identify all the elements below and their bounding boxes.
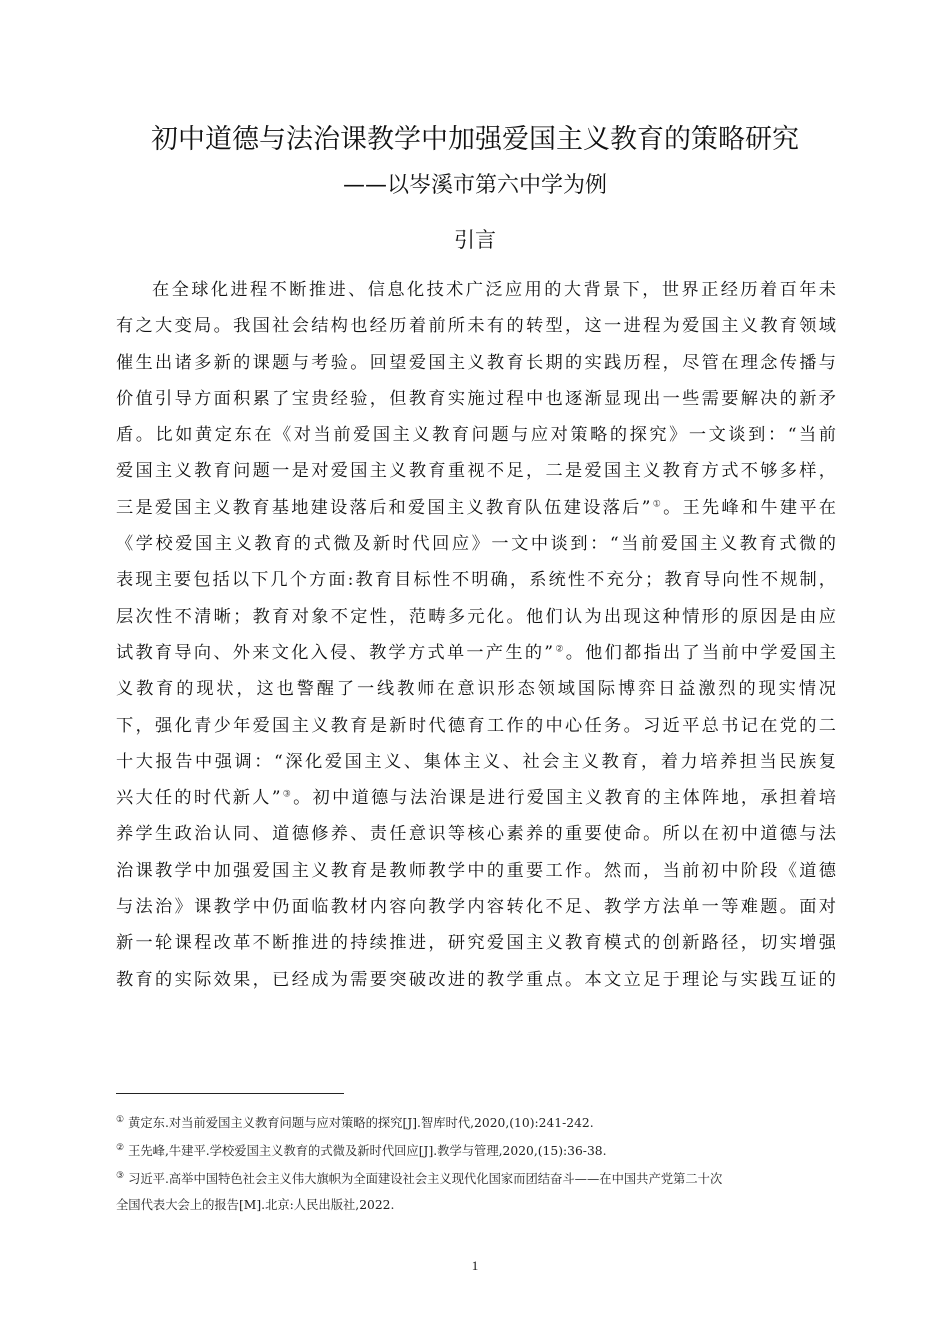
section-heading-introduction: 引言 bbox=[454, 228, 496, 252]
footnote-text: 王先峰,牛建平.学校爱国主义教育的式微及新时代回应[J].教学与管理,2020,(15):36-38. bbox=[128, 1144, 607, 1158]
footnote-line bbox=[116, 1110, 836, 1136]
body-line: 在全球化进程不断推进、信息化技术广泛应用的大背景下，世界正经历着百年未 bbox=[152, 280, 836, 300]
footnote-text: 习近平.高举中国特色社会主义伟大旗帜为全面建设社会主义现代化国家而团结奋斗——在中国共产党第二十次 bbox=[128, 1172, 723, 1186]
body-line: 新一轮课程改革不断推进的持续推进，研究爱国主义教育模式的创新路径，切实增强 bbox=[116, 933, 836, 954]
body-line: 与法治》课教学中仍面临教材内容向教学内容转化不足、教学方法单一等难题。面对 bbox=[116, 897, 836, 918]
footnote-text: 黄定东.对当前爱国主义教育问题与应对策略的探究[J].智库时代,2020,(10):241-242. bbox=[128, 1116, 594, 1130]
body-line: 价值引导方面积累了宝贵经验，但教育实施过程中也逐渐显现出一些需要解决的新矛 bbox=[116, 388, 836, 409]
footnote-separator bbox=[116, 1093, 344, 1094]
body-line: 表现主要包括以下几个方面:教育目标性不明确，系统性不充分；教育导向性不规制， bbox=[116, 570, 836, 591]
body-line bbox=[116, 780, 836, 816]
body-line: 养学生政治认同、道德修养、责任意识等核心素养的重要使命。所以在初中道德与法 bbox=[116, 824, 836, 845]
body-line: 十大报告中强调：“深化爱国主义、集体主义、社会主义教育，着力培养担当民族复 bbox=[116, 751, 836, 772]
body-line-text: 试教育导向、外来文化入侵、教学方式单一产生的” bbox=[116, 642, 554, 663]
footnotes bbox=[116, 1110, 836, 1220]
footnote-mark: ② bbox=[116, 1142, 125, 1153]
body-line: 《学校爱国主义教育的式微及新时代回应》一文中谈到：“当前爱国主义教育式微的 bbox=[116, 534, 836, 555]
body-line-text: 。他们都指出了当前中学爱国主 bbox=[565, 642, 836, 663]
page-number: 1 bbox=[471, 1258, 479, 1273]
body-line-text: 。初中道德与法治课是进行爱国主义教育的主体阵地，承担着培 bbox=[293, 788, 836, 809]
footnote-mark: ① bbox=[116, 1114, 125, 1125]
body-line: 义教育的现状，这也警醒了一线教师在意识形态领域国际博弈日益激烈的现实情况 bbox=[116, 679, 836, 700]
body-line: 治课教学中加强爱国主义教育是教师教学中的重要工作。然而，当前初中阶段《道德 bbox=[116, 860, 836, 881]
footnote-line bbox=[116, 1166, 836, 1192]
body-line: 催生出诸多新的课题与考验。回望爱国主义教育长期的实践历程，尽管在理念传播与 bbox=[116, 352, 836, 373]
footnote-ref-2[interactable]: ② bbox=[553, 644, 566, 655]
footnote-ref-1[interactable]: ① bbox=[650, 499, 664, 510]
footnote-2 bbox=[116, 1138, 836, 1164]
footnote-line bbox=[116, 1138, 836, 1164]
body-line-text: 。王先峰和牛建平在 bbox=[663, 497, 836, 518]
introduction-paragraph bbox=[116, 272, 836, 998]
footnote-1 bbox=[116, 1110, 836, 1136]
footnote-mark: ③ bbox=[116, 1170, 125, 1181]
body-line: 爱国主义教育问题一是对爱国主义教育重视不足，二是爱国主义教育方式不够多样， bbox=[116, 461, 836, 482]
body-line bbox=[116, 635, 836, 671]
paper-subtitle: ——以岑溪市第六中学为例 bbox=[342, 173, 607, 198]
body-line: 教育的实际效果，已经成为需要突破改进的教学重点。本文立足于理论与实践互证的 bbox=[116, 969, 836, 990]
body-line-text: 三是爱国主义教育基地建设落后和爱国主义教育队伍建设落后” bbox=[116, 497, 651, 518]
body-line: 盾。比如黄定东在《对当前爱国主义教育问题与应对策略的探究》一文谈到：“当前 bbox=[116, 425, 836, 446]
body-line: 有之大变局。我国社会结构也经历着前所未有的转型，这一进程为爱国主义教育领域 bbox=[116, 316, 836, 337]
footnote-line: 全国代表大会上的报告[M].北京:人民出版社,2022. bbox=[116, 1198, 395, 1212]
paper-title: 初中道德与法治课教学中加强爱国主义教育的策略研究 bbox=[151, 124, 799, 155]
footnote-3 bbox=[116, 1166, 836, 1218]
body-line bbox=[116, 490, 836, 526]
body-line-text: 兴大任的时代新人” bbox=[116, 788, 281, 809]
body-line: 下，强化青少年爱国主义教育是新时代德育工作的中心任务。习近平总书记在党的二 bbox=[116, 715, 836, 736]
footnote-ref-3[interactable]: ③ bbox=[280, 789, 294, 800]
body-line: 层次性不清晰；教育对象不定性，范畴多元化。他们认为出现这种情形的原因是由应 bbox=[116, 606, 836, 627]
